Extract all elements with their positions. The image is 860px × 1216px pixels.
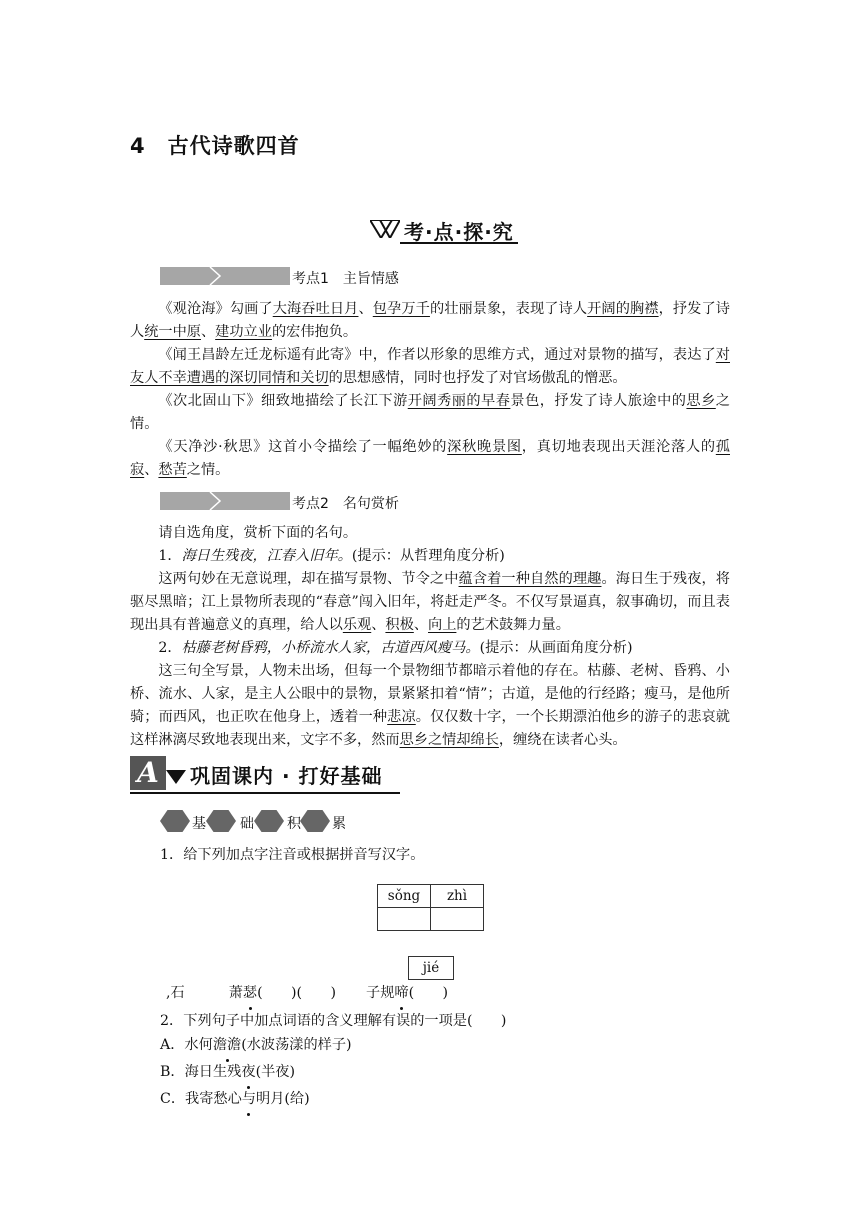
a-letter-badge: A: [130, 756, 166, 790]
a-banner-underline: [130, 792, 400, 794]
hexagon-icon: [160, 810, 190, 832]
pinyin-table: [377, 884, 484, 931]
option-a[interactable]: A．水何澹澹(水波荡漾的样子): [130, 1034, 730, 1057]
section-banner-text: 考·点·探·究: [404, 220, 514, 244]
kaodian-bar-1: [160, 267, 290, 285]
answer-cell[interactable]: [378, 908, 431, 931]
section-banner-kaodian: [370, 214, 518, 246]
exercise-1: 1．给下列加点字注音或根据拼音写汉字。: [160, 847, 425, 863]
answer-1: 这两句妙在无意说理，却在描写景物、节令之中蕴含着一种自然的理趣。海日生于残夜，将驱尽黑暗；江上景物所表现的“春意”闯入旧年，将赶走严冬。不仅写景逼真，叙事确切，而且表现出具有普遍意义的真理，给人以乐观、积极、向上的艺术鼓舞力量。: [130, 571, 730, 633]
exercise-2: 2．下列句子中加点词语的含义理解有误的一项是( ): [160, 1013, 507, 1029]
lesson-title: 古代诗歌四首: [167, 134, 300, 158]
hexagon-icon: [300, 810, 330, 832]
a-section-banner: [130, 756, 400, 794]
appreciation-section: [130, 522, 730, 752]
summary-paragraphs: [130, 298, 730, 482]
answer-cell[interactable]: [431, 908, 484, 931]
paragraph-cibeigushan: 《次北固山下》细致地描绘了长江下游开阔秀丽的早春景色，抒发了诗人旅途中的思乡之情。: [130, 393, 730, 432]
a-banner-text: 巩固课内 · 打好基础: [190, 764, 383, 788]
heading-char: 积: [287, 816, 301, 832]
chevron-right-icon: [208, 267, 222, 285]
paragraph-tianjingsha: 《天净沙·秋思》这首小令描绘了一幅绝妙的深秋晚景图，真切地表现出天涯沦落人的孤寂、愁苦之情。: [130, 439, 730, 478]
kaodian-bar-2: [160, 492, 290, 510]
question-1: 1．海日生残夜，江春入旧年。(提示：从哲理角度分析): [158, 548, 505, 564]
pinyin-box-jie: jié: [408, 956, 454, 980]
hexagon-icon: [206, 810, 236, 832]
section-banner-underline: [400, 242, 518, 244]
lesson-number: 4: [130, 134, 146, 158]
page-title: [130, 130, 300, 160]
chevron-right-icon: [208, 492, 222, 510]
option-b[interactable]: B．海日生残夜(半夜): [130, 1061, 730, 1084]
intro-text: 请自选角度，赏析下面的名句。: [158, 525, 358, 541]
kaodian-1-label: 考点1 主旨情感: [292, 271, 399, 287]
hexagon-icon: [254, 810, 284, 832]
triangle-down-icon: [166, 770, 186, 784]
heading-char: 基: [192, 816, 206, 832]
paragraph-wenwangchangling: 《闻王昌龄左迁龙标遥有此寄》中，作者以形象的思维方式，通过对景物的描写，表达了对友人不幸遭遇的深切同情和关切的思想感情，同时也抒发了对官场傲乱的憎恶。: [130, 347, 730, 386]
triangle-decoration-icon: [370, 220, 400, 238]
question-2: 2．枯藤老树昏鸦，小桥流水人家，古道西风瘦马。(提示：从画面角度分析): [158, 640, 633, 656]
option-c[interactable]: C．我寄愁心与明月(给): [130, 1088, 730, 1111]
pinyin-cell: sǒng: [378, 885, 431, 908]
pinyin-cell: zhì: [431, 885, 484, 908]
heading-char: 累: [332, 816, 346, 832]
answer-2: 这三句全写景，人物未出场，但每一个景物细节都暗示着他的存在。枯藤、老树、昏鸦、小桥、流水、人家，是主人公眼中的景物，景紧紧扣着“情”；古道，是他的行经路；瘦马，是他所骑；而西风，也正吹在他身上，透着一种悲凉。仅仅数十字，一个长期漂泊他乡的游子的悲哀就这样淋漓尽致地表现出来，文字不多，然而思乡之情却绵长，缠绕在读者心头。: [130, 663, 730, 748]
paragraph-guancanghai: 《观沧海》勾画了大海吞吐日月、包孕万千的壮丽景象，表现了诗人开阔的胸襟，抒发了诗人统一中原、建功立业的宏伟抱负。: [130, 301, 730, 340]
exercise-1-line: ,石 萧瑟( )( ) 子规啼( ): [166, 982, 566, 1005]
heading-char: 础: [240, 816, 254, 832]
kaodian-2-label: 考点2 名句赏析: [292, 496, 399, 512]
